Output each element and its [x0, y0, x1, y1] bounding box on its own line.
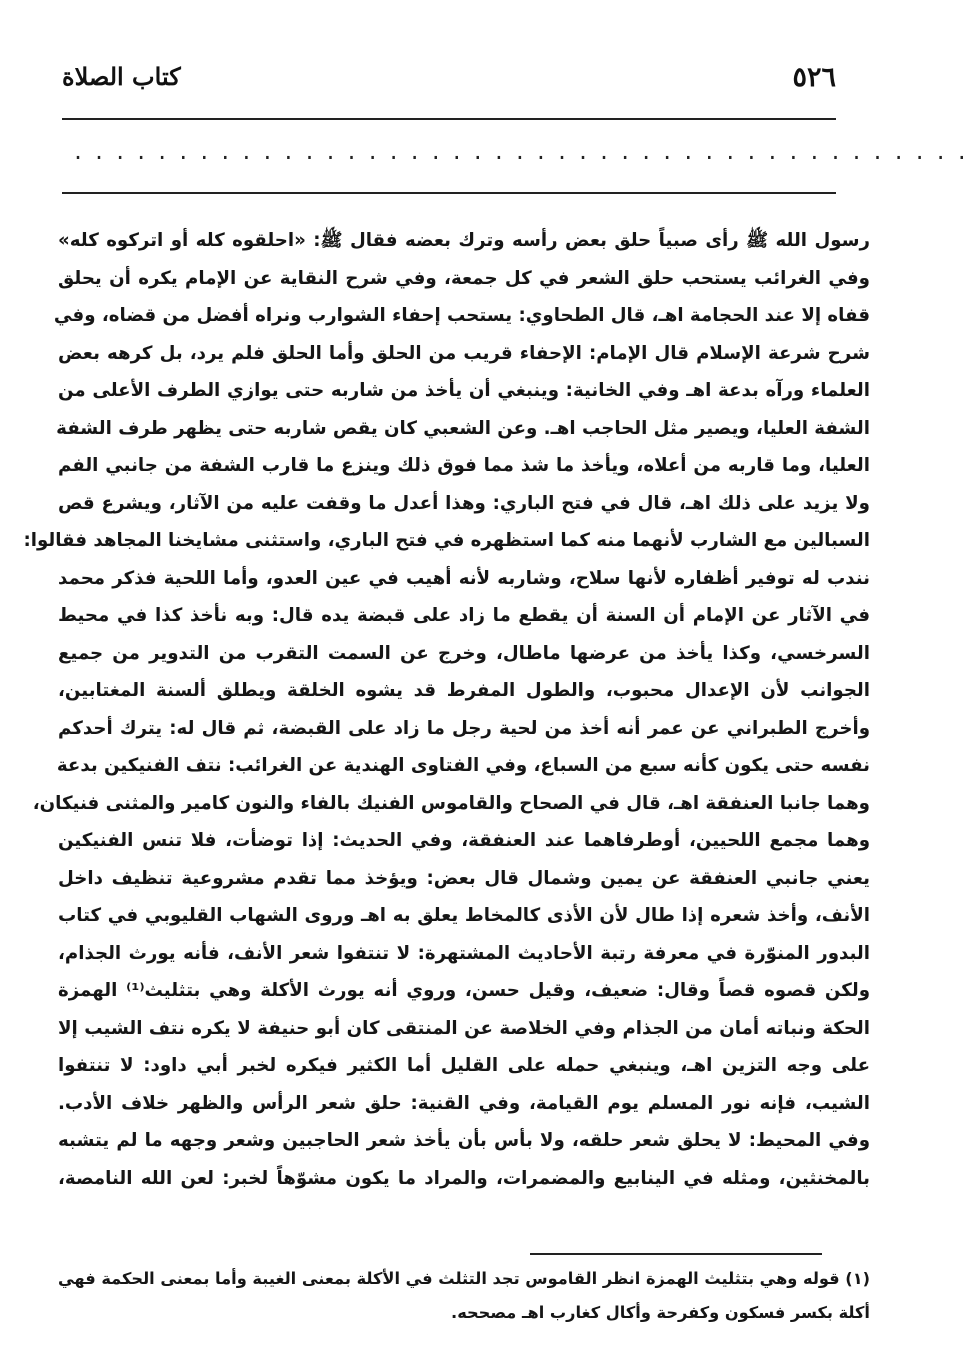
text-line: السبالين مع الشارب لأنهما منه كما استظهره في فتح الباري، واستثنى مشايخنا المجاهد فقالوا:	[23, 530, 870, 551]
text-line: الحكة ونباته أمان من الجذام وفي الخلاصة عن المنتقى كان أبو حنيفة لا يكره نتف الشيب إلا	[58, 1017, 870, 1039]
text-line: الشيب، فإنه نور المسلم يوم القيامة، وفي القنية: حلق شعر الرأس والظهر خلاف الأدب.	[58, 1092, 870, 1114]
page-number: ٥٢٦	[792, 62, 836, 93]
text-line: وفي الغرائب يستحب حلق الشعر في كل جمعة، وفي شرح النقاية عن الإمام يكره أن يحلق	[58, 267, 870, 289]
body-rule	[62, 192, 836, 194]
text-line: قفاه إلا عند الحجامة اهـ، قال الطحاوي: يستحب إحفاء الشوارب ونراه أفضل من قضاه، وفي	[53, 305, 870, 326]
text-line: الأنف، وأخذ شعره إذا طال لأن الأذى كالمخاط يعلق به اهـ وروى الشهاب القليوبي في كتاب	[58, 905, 870, 926]
text-line: بالمخنثين، ومثله في الينابيع والمضمرات، والمراد ما يكون مشوّهاً لخبر: لعن الله النامصة،	[58, 1167, 870, 1189]
main-text	[23, 222, 870, 1197]
text-line: وأخرج الطبراني عن عمر أنه أخذ من لحية رجل ما زاد على القبضة، ثم قال له: يترك أحدكم	[58, 717, 870, 739]
text-line: نندب له توفير أظفاره لأنها سلاح، وشاربه لأنه أهيب في عين العدو، وأما اللحية فذكر محمد	[58, 567, 870, 589]
text-line: وفي المحيط: لا يحلق شعر حلقه، ولا بأس بأن يأخذ شعر الحاجبين وشعر وجهه ما لم يتشبه	[58, 1130, 870, 1151]
footnote	[58, 1262, 870, 1330]
text-line: ولكن قصوه قصاً وقال: ضعيف، وقيل حسن، وروي أنه يورث الأكلة وهي بتثليث⁽¹⁾ الهمزة	[58, 980, 870, 1001]
text-line: نفسه حتى يكون كأنه سبع من السباع، وفي الفتاوى الهندية عن الغرائب: نتف الفنيكين بدعة	[56, 755, 870, 776]
text-line: العلماء ورآه بدعة اهـ وفي الخانية: وينبغي أن يأخذ من شاربه حتى يوازي الطرف الأعلى من	[58, 380, 870, 401]
page-header	[62, 62, 836, 102]
footnote-line: (١) قوله وهي بتثليث الهمزة انظر القاموس تجد التثلث في الأكلة بمعنى الغيبة وأما بمعنى الحكمة فهي	[58, 1269, 870, 1288]
header-rule	[62, 118, 836, 120]
dotted-separator: ...........................................	[72, 140, 977, 164]
text-line: شرح شرعة الإسلام قال الإمام: الإحفاء قريب من الحلق وأما الحلق فلم يرد، بل كرهه بعض	[58, 342, 870, 364]
text-line: ولا يزيد على ذلك اهـ، قال في فتح الباري: وهذا أعدل ما وقفت عليه من الآثار، ويشرع قص	[58, 492, 870, 514]
footnote-line: أكلة بكسر فسكون وكفرحة وأكال كغارب اهـ مصححه.	[451, 1303, 870, 1322]
text-line: السرخسي، وكذا يأخذ من عرضها ماطال، وخرج عن السمت التقرب من التدوير من جميع	[58, 642, 870, 664]
text-line: العليا، وما قاربه من أعلاه، ويأخذ ما شذ مما فوق ذلك وينزع ما قارب الشفة من جانبي الفم	[58, 455, 870, 476]
text-line: وهما مجمع اللحيين، أوطرفاهما عند العنفقة، وفي الحديث: إذا توضأت، فلا تنس الفنيكين	[58, 830, 870, 851]
text-line: البدور المنوّرة في معرفة رتبة الأحاديث المشتهرة: لا تنتفوا شعر الأنف، فأنه يورث الجذام،	[58, 942, 870, 964]
text-line: وهما جانبا العنفقة اهـ، قال في الصحاح والقاموس الفنيك بالفاء والنون كامير والمثنى فنيكان،	[32, 792, 870, 814]
text-line: على وجه التزين اهـ، وينبغي حمله على القليل أما الكثير فيكره لخبر أبي داود: لا تنتفوا	[58, 1055, 870, 1076]
text-line: رسول الله ﷺ رأى صبياً حلق بعض رأسه وترك بعضه فقال ﷺ: «احلقوه كله أو اتركوه كله»	[58, 230, 870, 251]
text-line: الشفة العليا، ويصير مثل الحاجب اهـ. وعن الشعبي كان يقص شاربه حتى يظهر طرف الشفة	[56, 417, 870, 439]
text-line: في الآثار عن الإمام أن السنة أن يقطع ما زاد على قبضة يده قال: وبه نأخذ كذا في محيط	[58, 605, 870, 626]
footnote-rule	[530, 1253, 822, 1255]
text-line: الجوانب لأن الإعدال محبوب، والطول المفرط قد يشوه الخلقة ويطلق ألسنة المغتابين،	[58, 680, 870, 701]
text-line: يعني جانبي العنفقة عن يمين وشمال قال بعض: ويؤخذ مما تقدم مشروعية تنظيف داخل	[58, 867, 870, 889]
chapter-title: كتاب الصلاة	[62, 62, 181, 91]
